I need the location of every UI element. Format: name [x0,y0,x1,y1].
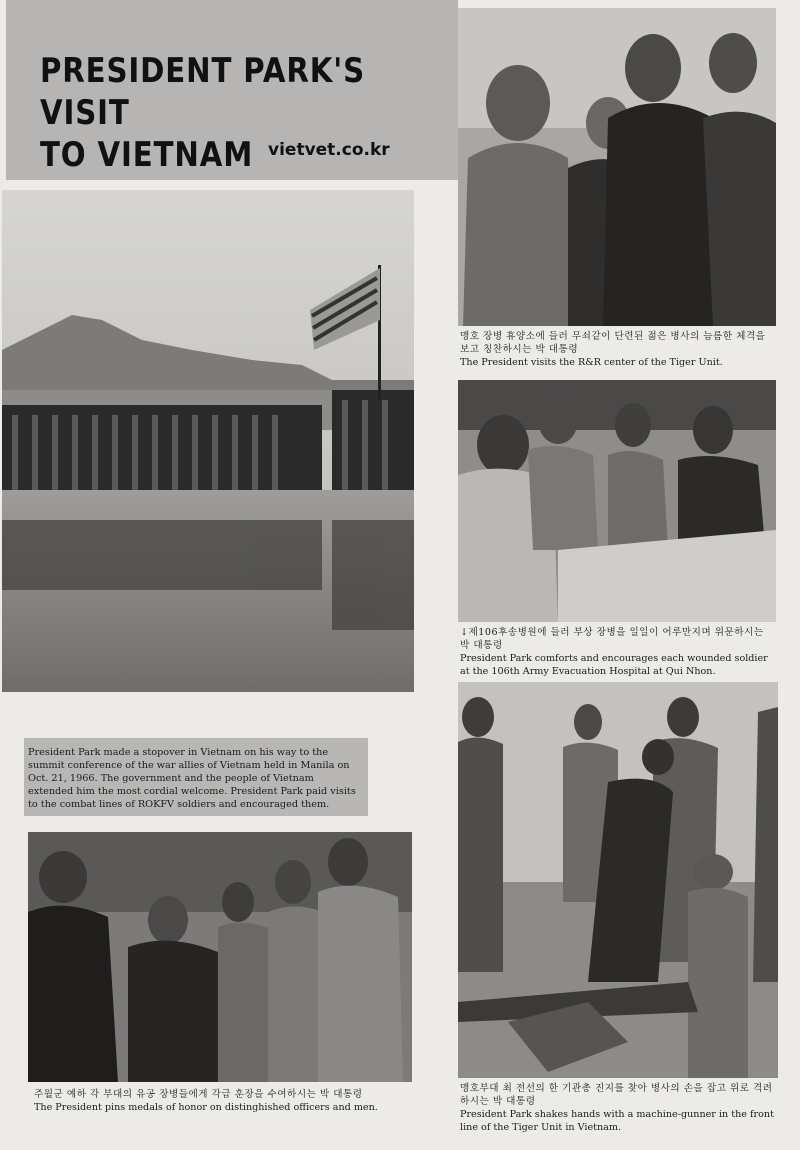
hospital-visit-caption [460,626,776,678]
machine-gunner-photo [458,682,778,1078]
honor-guard-photo [2,190,414,692]
caption-korean: 주월군 예하 각 부대의 유공 장병들에게 각급 훈장을 수여하시는 박 대통령 [34,1089,363,1100]
caption-english: President Park comforts and encourages each wounded soldier at the 106th Army Evacuation Hospital at Qui Nhon. [460,653,768,677]
tiger-unit-rr-photo [458,8,776,326]
medal-ceremony-caption [34,1088,414,1114]
machine-gunner-caption [460,1082,778,1134]
medal-ceremony-photo [28,832,412,1082]
page-title: PRESIDENT PARK'S VISIT TO VIETNAM [40,51,366,175]
caption-korean: 맹호 장병 휴양소에 들러 무쇠같이 단련된 젊은 병사의 늠름한 체격을 보고 칭찬하시는 박 대통령 [460,331,766,355]
hospital-visit-photo [458,380,776,622]
intro-text: President Park made a stopover in Vietnam on his way to the summit conference of the war allies of Vietnam held in Manila on Oct. 21, 1966. The government and the people of Vietnam extended him the most cordial welcome. President Park paid visits to the combat lines of ROKFV soldiers and encouraged them. [24,738,368,816]
caption-korean: 맹호부대 최 전선의 한 기관총 진지를 찾아 병사의 손을 잡고 위로 격려하시는 박 대통령 [460,1083,773,1107]
tiger-unit-rr-caption [460,330,776,369]
caption-korean: ↓제106후송병원에 들러 부상 장병을 일일이 어루만지며 위문하시는 박 대통령 [460,627,764,651]
caption-english: President Park shakes hands with a machine-gunner in the front line of the Tiger Unit in Vietnam. [460,1109,774,1133]
caption-english: The President pins medals of honor on distinghished officers and men. [34,1102,378,1113]
caption-english: The President visits the R&R center of the Tiger Unit. [460,357,723,368]
website-label: vietvet.co.kr [268,140,390,160]
